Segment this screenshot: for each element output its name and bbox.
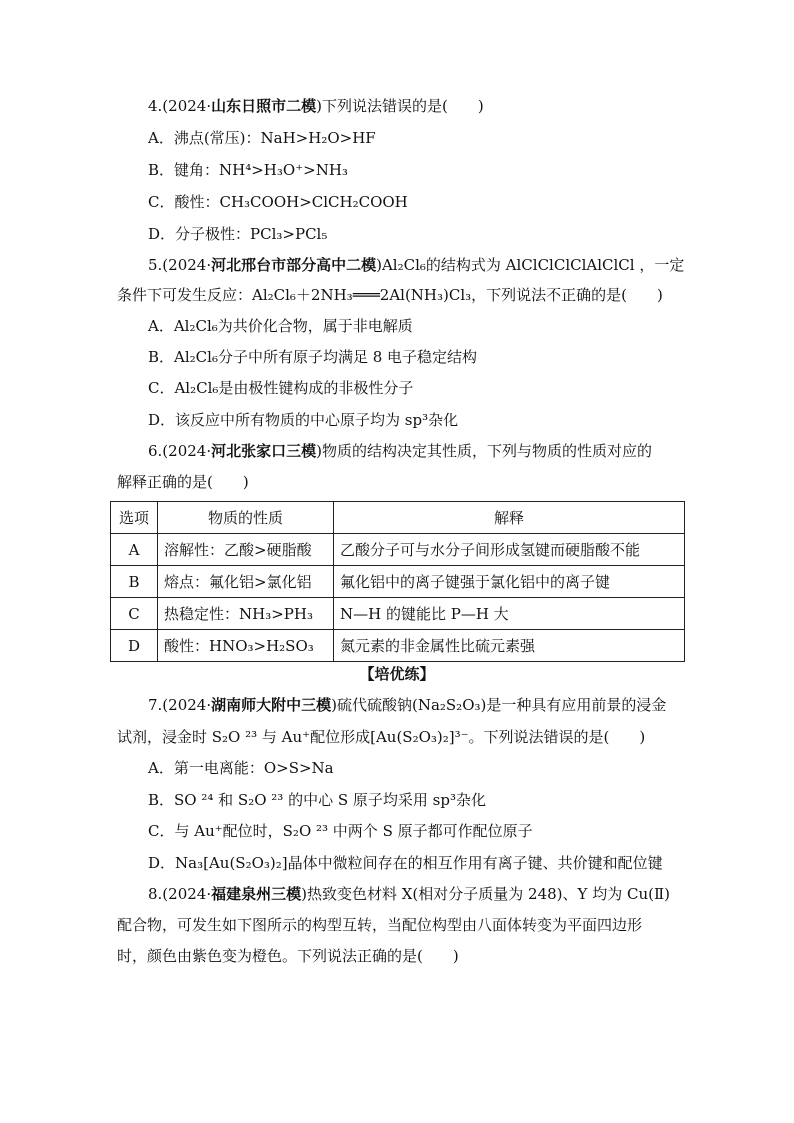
table-cell: 热稳定性：NH₃>PH₃ [158, 598, 334, 630]
q6-stem-line-2: 解释正确的是( ) [117, 473, 249, 491]
table-row [111, 598, 685, 630]
q4-option-c: C．酸性：CH₃COOH>ClCH₂COOH [148, 193, 408, 211]
table-cell: D [111, 630, 158, 662]
table-row [111, 630, 685, 662]
table-row [111, 566, 685, 598]
q5-option-c: C．Al₂Cl₆是由极性键构成的非极性分子 [148, 379, 414, 397]
q8-stem-line-2: 配合物，可发生如下图所示的构型互转，当配位构型由八面体转变为平面四边形 [117, 916, 643, 934]
q7-stem-line-2: 试剂，浸金时 S₂O ²³ 与 Au⁺配位形成[Au(S₂O₃)₂]³⁻。下列说法错误的是( ) [117, 728, 646, 746]
table-header-row [111, 502, 685, 534]
q7-prefix: 7.(2024· [148, 696, 212, 714]
table-header-explanation: 解释 [334, 502, 685, 534]
q4-prefix: 4.(2024· [148, 97, 212, 115]
q4-stem-text: )下列说法错误的是( ) [316, 97, 484, 115]
table-header-property: 物质的性质 [158, 502, 334, 534]
q6-table [110, 501, 685, 662]
q4-stem [148, 96, 484, 116]
q4-source: 山东日照市二模 [211, 97, 317, 115]
q8-stem-text-1: )热致变色材料 X(相对分子质量为 248)、Y 均为 Cu(Ⅱ) [301, 885, 671, 903]
q4-option-b: B．键角：NH⁴>H₃O⁺>NH₃ [148, 161, 348, 179]
q8-prefix: 8.(2024· [148, 885, 212, 903]
q5-source: 河北邢台市部分高中二模 [211, 256, 377, 274]
q5-stem [148, 255, 684, 275]
q8-stem-line-3: 时，颜色由紫色变为橙色。下列说法正确的是( ) [117, 947, 459, 965]
q7-option-c: C．与 Au⁺配位时，S₂O ²³ 中两个 S 原子都可作配位原子 [148, 822, 533, 840]
q6-prefix: 6.(2024· [148, 442, 212, 460]
q7-option-d: D．Na₃[Au(S₂O₃)₂]晶体中微粒间存在的相互作用有离子键、共价键和配位键 [148, 854, 663, 872]
q7-option-b: B．SO ²⁴ 和 S₂O ²³ 的中心 S 原子均采用 sp³杂化 [148, 791, 486, 809]
q6-source: 河北张家口三模 [211, 442, 317, 460]
table-cell: A [111, 534, 158, 566]
table-cell: 氟化铝中的离子键强于氯化铝中的离子键 [334, 566, 685, 598]
table-cell: C [111, 598, 158, 630]
q6-stem-text-1: )物质的结构决定其性质，下列与物质的性质对应的 [316, 442, 652, 460]
q7-stem [148, 695, 666, 715]
table-cell: B [111, 566, 158, 598]
q5-option-b: B．Al₂Cl₆分子中所有原子均满足 8 电子稳定结构 [148, 348, 478, 366]
table-cell: 熔点：氟化铝>氯化铝 [158, 566, 334, 598]
table-cell: 酸性：HNO₃>H₂SO₃ [158, 630, 334, 662]
table-cell: 乙酸分子可与水分子间形成氢键而硬脂酸不能 [334, 534, 685, 566]
q5-prefix: 5.(2024· [148, 256, 212, 274]
q5-stem-line-2: 条件下可发生反应：Al₂Cl₆＋2NH₃═══2Al(NH₃)Cl₃，下列说法不正确的是( ) [117, 286, 663, 304]
q8-source: 福建泉州三模 [211, 885, 302, 903]
table-cell: 氮元素的非金属性比硫元素强 [334, 630, 685, 662]
q4-option-a: A．沸点(常压)：NaH>H₂O>HF [148, 129, 376, 147]
q7-source: 湖南师大附中三模 [211, 696, 332, 714]
q5-option-d: D．该反应中所有物质的中心原子均为 sp³杂化 [148, 411, 459, 429]
q7-option-a: A．第一电离能：O>S>Na [148, 759, 334, 777]
table-cell: 溶解性：乙酸>硬脂酸 [158, 534, 334, 566]
q5-stem-text-1: )Al₂Cl₆的结构式为 AlClClClClAlClCl ，一定 [376, 256, 685, 274]
q4-option-d: D．分子极性：PCl₃>PCl₅ [148, 225, 328, 243]
table-header-option: 选项 [111, 502, 158, 534]
q8-stem [148, 884, 670, 904]
q5-option-a: A．Al₂Cl₆为共价化合物，属于非电解质 [148, 317, 413, 335]
table-cell: N—H 的键能比 P—H 大 [334, 598, 685, 630]
table-row [111, 534, 685, 566]
q6-stem [148, 441, 652, 461]
q7-stem-text-1: )硫代硫酸钠(Na₂S₂O₃)是一种具有应用前景的浸金 [331, 696, 667, 714]
section-title: 【培优练】 [359, 665, 435, 683]
